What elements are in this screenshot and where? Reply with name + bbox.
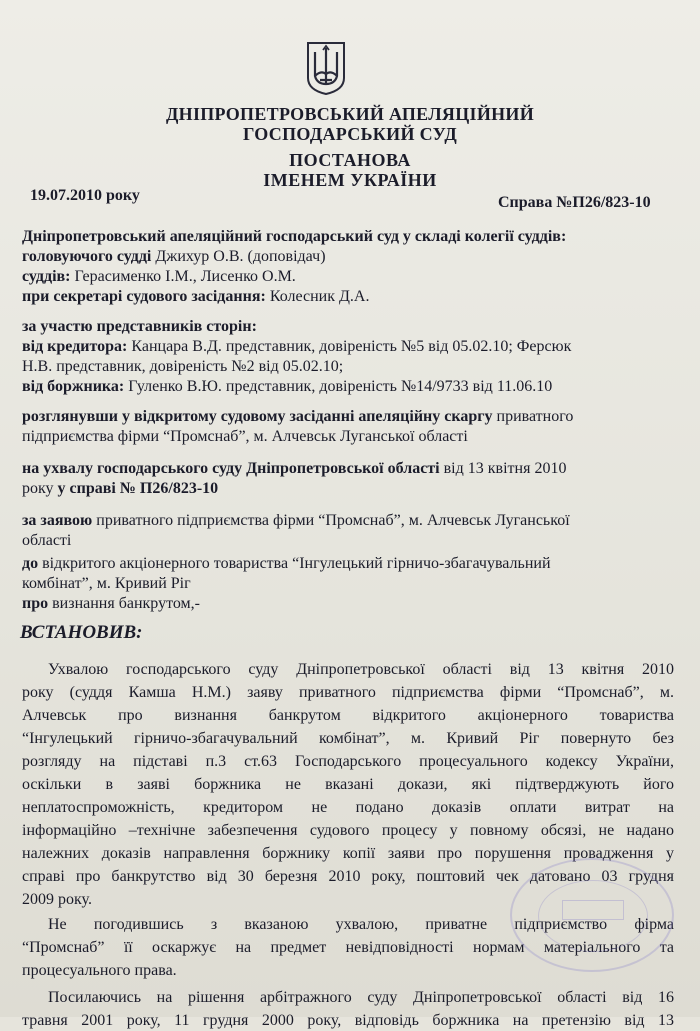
secretary — [22, 287, 369, 307]
ruling-case: у справі № П26/823-10 — [57, 480, 219, 497]
presiding-value: Джихур О.В. (доповідач) — [155, 248, 326, 265]
judges-label: суддів: — [22, 268, 71, 285]
application-line1 — [22, 511, 570, 531]
debtor-label: від боржника: — [22, 378, 125, 395]
subject-label: про — [22, 595, 49, 612]
secretary-value: Колесник Д.А. — [269, 288, 370, 305]
court-stamp-box — [562, 900, 624, 920]
case-number: Справа №П26/823-10 — [498, 194, 651, 211]
body-line: справі про банкрутство від 30 березня 2010 року, поштовий чек датовано 03 грудня — [22, 868, 674, 885]
ruling-label: на ухвалу господарського суду Дніпропетровської області — [22, 460, 440, 477]
document-date: 19.07.2010 року — [30, 187, 140, 204]
body-line: Алчевськ про визнання банкрутом відкритого акціонерного товариства — [22, 707, 674, 724]
body-line: травня 2001 року, 11 грудня 2000 року, відповідь боржника на претензію від 13 — [22, 1012, 674, 1029]
ruling-year: року — [22, 480, 54, 497]
established-heading: ВСТАНОВИВ: — [20, 622, 143, 643]
document-title: ПОСТАНОВА — [289, 150, 411, 170]
trident-emblem-icon — [305, 40, 347, 96]
panel-intro: Дніпропетровський апеляційний господарський суд у складі колегії суддів: — [22, 228, 567, 245]
application-label: за заявою — [22, 512, 93, 529]
body-line: 2009 року. — [22, 891, 92, 908]
creditor-line2: Н.В. представник, довіреність №2 від 05.02.10; — [22, 358, 344, 375]
appeal-value1: приватного — [496, 408, 574, 425]
document-subtitle: ІМЕНЕМ УКРАЇНИ — [263, 170, 437, 190]
body-line: “Промснаб” її оскаржує на предмет невідповідності нормам матеріального та — [22, 939, 674, 956]
body-line: “Інгулецький гірничо-збагачувальний комбінат”, м. Кривий Ріг повернуто без — [22, 730, 674, 747]
presiding-judge — [22, 247, 326, 267]
appeal-line1 — [22, 407, 573, 427]
respondent-line2: комбінат”, м. Кривий Ріг — [22, 575, 191, 592]
court-name-line1: ДНІПРОПЕТРОВСЬКИЙ АПЕЛЯЦІЙНИЙ — [165, 104, 535, 124]
ruling-line2 — [22, 479, 218, 499]
presiding-label: головуючого судді — [22, 248, 152, 265]
body-line: інформаційно –технічне забезпечення судового процесу у повному обсязі, не надано — [22, 822, 674, 839]
body-line: процесуального права. — [22, 962, 177, 979]
body-line: року (суддя Камша Н.М.) заяву приватного підприємства фірми “Промснаб”, м. — [22, 684, 674, 701]
parties-intro: за участю представників сторін: — [22, 318, 257, 335]
secretary-label: при секретарі судового засідання: — [22, 288, 266, 305]
creditor-line1 — [22, 337, 571, 357]
ruling-value1: від 13 квітня 2010 — [443, 460, 567, 477]
subject-value: визнання банкрутом,- — [52, 595, 201, 612]
judges-value: Герасименко І.М., Лисенко О.М. — [74, 268, 296, 285]
appeal-line2: підприємства фірми “Промснаб”, м. Алчевськ Луганської області — [22, 428, 468, 445]
respondent-line1 — [22, 554, 551, 574]
body-line: Не погодившись з вказаною ухвалою, приватне підприємство фірма — [48, 916, 674, 933]
court-name-line2: ГОСПОДАРСЬКИЙ СУД — [242, 124, 458, 144]
judges — [22, 267, 296, 287]
body-line: Ухвалою господарського суду Дніпропетровської області від 13 квітня 2010 — [48, 661, 674, 678]
body-line: Посилаючись на рішення арбітражного суду Дніпропетровської області від 16 — [48, 989, 674, 1006]
creditor-label: від кредитора: — [22, 338, 128, 355]
body-line: неплатоспроможність, кредитором не подано доказів оплати витрат на — [22, 799, 674, 816]
appeal-label: розглянувши у відкритому судовому засіданні апеляційну скаргу — [22, 408, 493, 425]
debtor-line — [22, 377, 552, 397]
body-line: належних доказів направлення боржнику копії заяви про порушення провадження у — [22, 845, 674, 862]
respondent-value1: відкритого акціонерного товариства “Інгулецький гірничо-збагачувальний — [42, 555, 551, 572]
application-value1: приватного підприємства фірми “Промснаб”, м. Алчевськ Луганської — [96, 512, 570, 529]
ruling-line1 — [22, 459, 566, 479]
debtor-value: Гуленко В.Ю. представник, довіреність №14/9733 від 11.06.10 — [128, 378, 553, 395]
respondent-label: до — [22, 555, 39, 572]
body-line: оскільки в заяві боржника не вказані докази, які підтверджують його — [22, 776, 674, 793]
court-stamp — [510, 858, 674, 972]
application-line2: області — [22, 532, 72, 549]
body-line: розгляду на підставі п.3 ст.63 Господарського процесуального кодексу України, — [22, 753, 674, 770]
creditor-value1: Канцара В.Д. представник, довіреність №5 від 05.02.10; Ферсюк — [131, 338, 572, 355]
subject-line — [22, 594, 200, 614]
